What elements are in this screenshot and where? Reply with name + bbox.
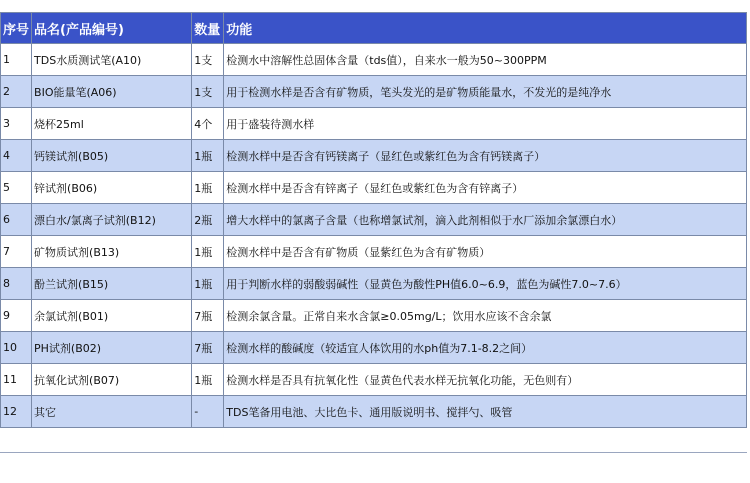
cell-quantity: 1支 xyxy=(192,44,223,75)
cell-quantity: 1支 xyxy=(192,76,223,107)
product-table-container xyxy=(0,12,747,428)
table-row xyxy=(1,396,746,427)
cell-product-name: 其它 xyxy=(32,396,191,427)
cell-quantity: 1瓶 xyxy=(192,268,223,299)
header-quantity: 数量 xyxy=(192,13,223,43)
cell-index: 5 xyxy=(1,172,31,203)
cell-function: 用于检测水样是否含有矿物质，笔头发光的是矿物质能量水，不发光的是纯净水 xyxy=(224,76,746,107)
table-row xyxy=(1,236,746,267)
cell-index: 4 xyxy=(1,140,31,171)
cell-product-name: 烧杯25ml xyxy=(32,108,191,139)
cell-product-name: 酚兰试剂(B15) xyxy=(32,268,191,299)
cell-index: 11 xyxy=(1,364,31,395)
table-row xyxy=(1,204,746,235)
cell-product-name: 锌试剂(B06) xyxy=(32,172,191,203)
cell-quantity: 4个 xyxy=(192,108,223,139)
table-row xyxy=(1,332,746,363)
table-row xyxy=(1,44,746,75)
cell-quantity: 2瓶 xyxy=(192,204,223,235)
cell-function: 用于盛装待测水样 xyxy=(224,108,746,139)
cell-function: 检测水样是否具有抗氧化性（显黄色代表水样无抗氧化功能，无色则有） xyxy=(224,364,746,395)
cell-quantity: 7瓶 xyxy=(192,332,223,363)
table-row xyxy=(1,76,746,107)
product-table xyxy=(0,12,747,428)
cell-index: 2 xyxy=(1,76,31,107)
table-header-row xyxy=(1,13,746,43)
cell-index: 7 xyxy=(1,236,31,267)
cell-quantity: - xyxy=(192,396,223,427)
cell-function: 检测水样中是否含有锌离子（显红色或紫红色为含有锌离子） xyxy=(224,172,746,203)
cell-index: 8 xyxy=(1,268,31,299)
divider xyxy=(0,452,747,453)
cell-function: 检测水样中是否含有钙镁离子（显红色或紫红色为含有钙镁离子） xyxy=(224,140,746,171)
cell-function: 检测水样中是否含有矿物质（显紫红色为含有矿物质） xyxy=(224,236,746,267)
cell-function: 检测余氯含量。正常自来水含氯≥0.05mg/L；饮用水应该不含余氯 xyxy=(224,300,746,331)
cell-product-name: 余氯试剂(B01) xyxy=(32,300,191,331)
table-row xyxy=(1,364,746,395)
cell-function: 增大水样中的氯离子含量（也称增氯试剂，滴入此剂相似于水厂添加余氯漂白水） xyxy=(224,204,746,235)
cell-function: 检测水样的酸碱度（较适宜人体饮用的水ph值为7.1-8.2之间） xyxy=(224,332,746,363)
cell-index: 9 xyxy=(1,300,31,331)
cell-index: 10 xyxy=(1,332,31,363)
cell-quantity: 7瓶 xyxy=(192,300,223,331)
header-function: 功能 xyxy=(224,13,746,43)
cell-index: 3 xyxy=(1,108,31,139)
header-product-name: 品名(产品编号) xyxy=(32,13,191,43)
cell-function: TDS笔备用电池、大比色卡、通用版说明书、搅拌勺、吸管 xyxy=(224,396,746,427)
cell-product-name: PH试剂(B02) xyxy=(32,332,191,363)
cell-product-name: BIO能量笔(A06) xyxy=(32,76,191,107)
cell-quantity: 1瓶 xyxy=(192,236,223,267)
cell-product-name: 抗氧化试剂(B07) xyxy=(32,364,191,395)
table-row xyxy=(1,108,746,139)
cell-product-name: 矿物质试剂(B13) xyxy=(32,236,191,267)
table-row xyxy=(1,268,746,299)
cell-function: 检测水中溶解性总固体含量（tds值），自来水一般为50~300PPM xyxy=(224,44,746,75)
cell-function: 用于判断水样的弱酸弱碱性（显黄色为酸性PH值6.0~6.9，蓝色为碱性7.0~7.6） xyxy=(224,268,746,299)
table-row xyxy=(1,300,746,331)
cell-index: 1 xyxy=(1,44,31,75)
header-index: 序号 xyxy=(1,13,31,43)
cell-index: 6 xyxy=(1,204,31,235)
cell-quantity: 1瓶 xyxy=(192,172,223,203)
table-row xyxy=(1,172,746,203)
cell-product-name: TDS水质测试笔(A10) xyxy=(32,44,191,75)
cell-product-name: 钙镁试剂(B05) xyxy=(32,140,191,171)
cell-product-name: 漂白水/氯离子试剂(B12) xyxy=(32,204,191,235)
table-body xyxy=(1,44,746,427)
table-row xyxy=(1,140,746,171)
cell-quantity: 1瓶 xyxy=(192,364,223,395)
cell-index: 12 xyxy=(1,396,31,427)
cell-quantity: 1瓶 xyxy=(192,140,223,171)
